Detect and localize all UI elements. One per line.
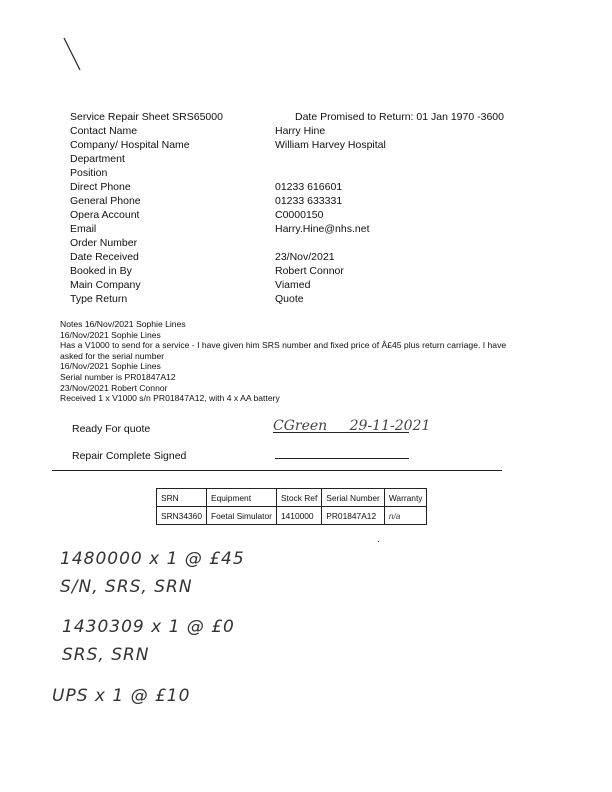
signature-name: CGreen — [273, 418, 328, 434]
field-label: Department — [70, 153, 125, 165]
field-row — [70, 264, 344, 278]
note-line: Serial number is PR01847A12 — [60, 371, 176, 382]
field-value: 01233 616601 — [275, 181, 343, 193]
field-label: Email — [70, 223, 97, 235]
table-row — [157, 507, 427, 525]
note-line: 16/Nov/2021 Sophie Lines — [60, 361, 161, 372]
note-line: Received 1 x V1000 s/n PR01847A12, with 4 x AA battery — [60, 393, 280, 404]
date-promised: Date Promised to Return: 01 Jan 1970 -3600 — [295, 111, 504, 123]
col-header: Warranty — [384, 489, 427, 507]
field-row — [70, 138, 386, 152]
ready-for-quote-label: Ready For quote — [72, 423, 151, 435]
field-label: Contact Name — [70, 125, 138, 137]
table-cell: SRN34360 — [157, 507, 207, 525]
field-value: 01233 633331 — [275, 195, 343, 207]
note-line: Notes 16/Nov/2021 Sophie Lines — [60, 319, 186, 329]
handwritten-line: SRS, SRN — [62, 645, 150, 665]
repair-complete-signature-line — [275, 458, 409, 459]
section-divider — [52, 470, 502, 471]
table-cell: Foetal Simulator — [206, 507, 276, 525]
col-header: Equipment — [206, 489, 276, 507]
note-line: asked for the serial number — [60, 350, 165, 361]
field-row — [70, 152, 275, 166]
table-cell: n/a — [384, 507, 427, 525]
stray-dot: · — [377, 537, 380, 546]
field-row — [70, 278, 310, 292]
note-line: 23/Nov/2021 Robert Connor — [60, 382, 168, 393]
field-row — [70, 208, 323, 222]
field-row — [70, 222, 370, 236]
note-line: 16/Nov/2021 Sophie Lines — [60, 329, 161, 340]
handwritten-line: S/N, SRS, SRN — [60, 577, 193, 597]
field-label: Company/ Hospital Name — [70, 139, 190, 151]
col-header: SRN — [157, 489, 207, 507]
field-row — [70, 292, 304, 306]
col-header: Serial Number — [322, 489, 385, 507]
field-row — [70, 236, 275, 250]
notes-block — [60, 319, 560, 404]
field-label: Opera Account — [70, 209, 140, 221]
field-label: Direct Phone — [70, 181, 131, 193]
table-cell: PR01847A12 — [322, 507, 385, 525]
table-cell: 1410000 — [276, 507, 321, 525]
field-value: Robert Connor — [275, 265, 344, 277]
handwritten-line: UPS x 1 @ £10 — [52, 686, 191, 706]
field-label: General Phone — [70, 195, 141, 207]
handwritten-line: 1480000 x 1 @ £45 — [60, 549, 245, 569]
field-value: C0000150 — [275, 209, 324, 221]
handwritten-line: 1430309 x 1 @ £0 — [62, 617, 235, 637]
field-value: William Harvey Hospital — [275, 139, 386, 151]
equipment-table — [156, 488, 427, 525]
field-row — [70, 194, 342, 208]
field-label: Type Return — [70, 293, 128, 305]
signature-date: 29-11-2021 — [349, 418, 431, 434]
note-line: Has a V1000 to send for a service - I have given him SRS number and fixed price of Â£45 plus return carriage. I have — [60, 340, 507, 351]
col-header: Stock Ref — [276, 489, 321, 507]
field-label: Date Received — [70, 251, 139, 263]
pen-stroke-mark — [60, 36, 90, 76]
sheet-title: Service Repair Sheet SRS65000 — [70, 111, 223, 123]
field-row — [70, 124, 325, 138]
field-value: Viamed — [275, 279, 311, 291]
field-value: Harry Hine — [275, 125, 326, 137]
field-value: Harry.Hine@nhs.net — [275, 223, 370, 235]
field-label: Booked in By — [70, 265, 132, 277]
field-label: Main Company — [70, 279, 141, 291]
table-header-row — [157, 489, 427, 507]
field-row — [70, 250, 335, 264]
field-label: Order Number — [70, 237, 138, 249]
field-value: 23/Nov/2021 — [275, 251, 335, 263]
ready-signature-line — [273, 432, 409, 433]
field-value: Quote — [275, 293, 304, 305]
field-label: Position — [70, 167, 108, 179]
field-row — [70, 166, 275, 180]
repair-complete-label: Repair Complete Signed — [72, 450, 187, 462]
field-row — [70, 180, 342, 194]
